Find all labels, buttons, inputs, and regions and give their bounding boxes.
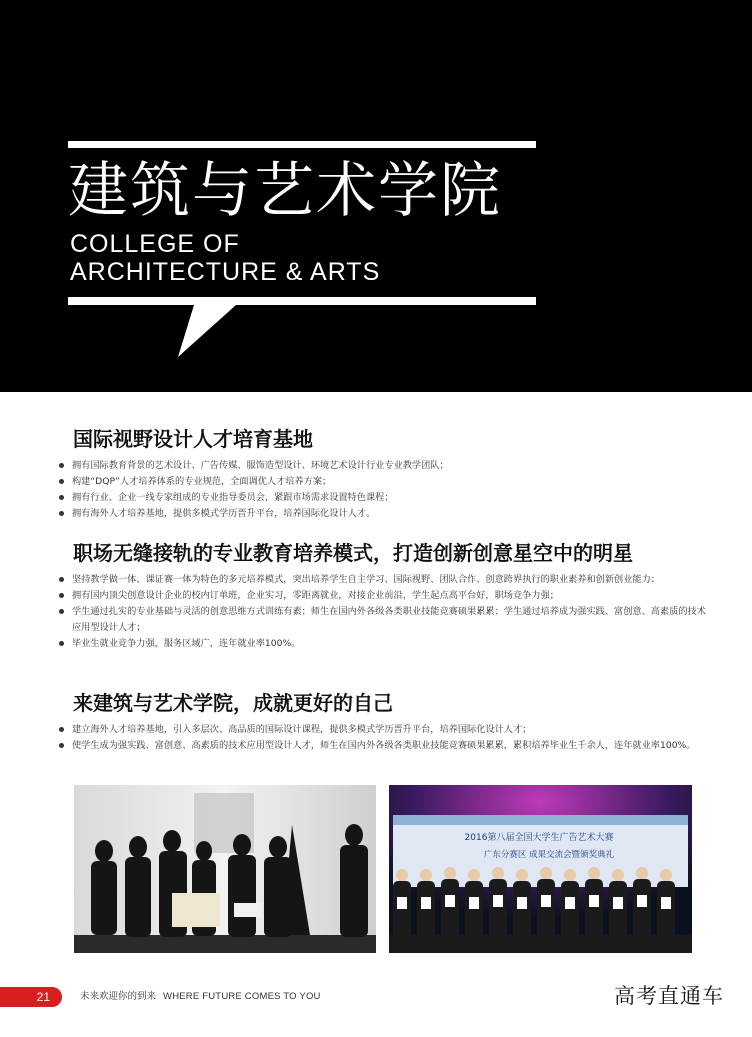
header-banner	[0, 0, 752, 392]
bullet-list	[58, 722, 708, 754]
page-number-tab	[0, 987, 62, 1007]
page-subtitle	[70, 230, 380, 286]
list-item: 坚持教学做一体、课证赛一体为特色的多元培养模式，突出培养学生自主学习、国际视野、团队合作、创意跨界执行的职业素养和创新创业能力；	[58, 572, 708, 588]
subtitle-line-2: ARCHITECTURE & ARTS	[70, 258, 381, 286]
list-item: 使学生成为强实践、富创意、高素质的技术应用型设计人才，师生在国内外各级各类职业技能竞赛硕果累累，累积培养毕业生千余人，连年就业率100%。	[58, 738, 708, 754]
section-title: 职场无缝接轨的专业教育培养模式，打造创新创意星空中的明星	[73, 541, 633, 565]
page-title: 建筑与艺术学院	[68, 156, 502, 226]
list-item: 拥有海外人才培养基地，提供多模式学历晋升平台，培养国际化设计人才。	[58, 506, 708, 522]
list-item: 学生通过扎实的专业基础与灵活的创意思维方式训练有素；师生在国内外各级各类职业技能竞赛硕果累累；学生通过培养成为强实践、富创意、高素质的技术应用型设计人才；	[58, 604, 708, 636]
bullet-list	[58, 572, 708, 652]
watermark-text: 高考直通车	[614, 984, 724, 1008]
list-item: 建立海外人才培养基地，引入多层次、高品质的国际设计课程，提供多模式学历晋升平台，培养国际化设计人才；	[58, 722, 708, 738]
section-title: 来建筑与艺术学院，成就更好的自己	[73, 691, 393, 715]
section-international	[58, 426, 708, 522]
bullet-list	[58, 458, 708, 522]
footer-slogan	[80, 990, 321, 1004]
list-item: 毕业生就业竞争力强，服务区域广，连年就业率100%。	[58, 636, 708, 652]
slogan-cn: 未来欢迎你的到来	[80, 991, 157, 1002]
photo-fashion-show	[74, 785, 376, 953]
list-item: 拥有国内顶尖创意设计企业的校内订单班，企业实习，零距离就业，对接企业前沿，学生起点高平台好，职场竞争力强；	[58, 588, 708, 604]
section-join	[58, 690, 708, 754]
section-title: 国际视野设计人才培育基地	[73, 427, 313, 451]
subtitle-line-1: COLLEGE OF	[70, 230, 240, 258]
banner-subtitle: 广东分赛区 成果交流会暨颁奖典礼	[483, 850, 615, 860]
banner-title: 2016第八届全国大学生广告艺术大赛	[464, 833, 614, 843]
list-item: 拥有行业、企业一线专家组成的专业指导委员会，紧跟市场需求设置特色课程；	[58, 490, 708, 506]
section-career-model	[58, 540, 708, 652]
page-number: 21	[36, 990, 50, 1004]
list-item: 构建“DQP”人才培养体系的专业规范，全面调优人才培养方案；	[58, 474, 708, 490]
photo-award-ceremony	[389, 785, 692, 953]
slogan-en: WHERE FUTURE COMES TO YOU	[163, 991, 321, 1002]
list-item: 拥有国际教育背景的艺术设计、广告传媒、服饰造型设计、环境艺术设计行业专业教学团队；	[58, 458, 708, 474]
